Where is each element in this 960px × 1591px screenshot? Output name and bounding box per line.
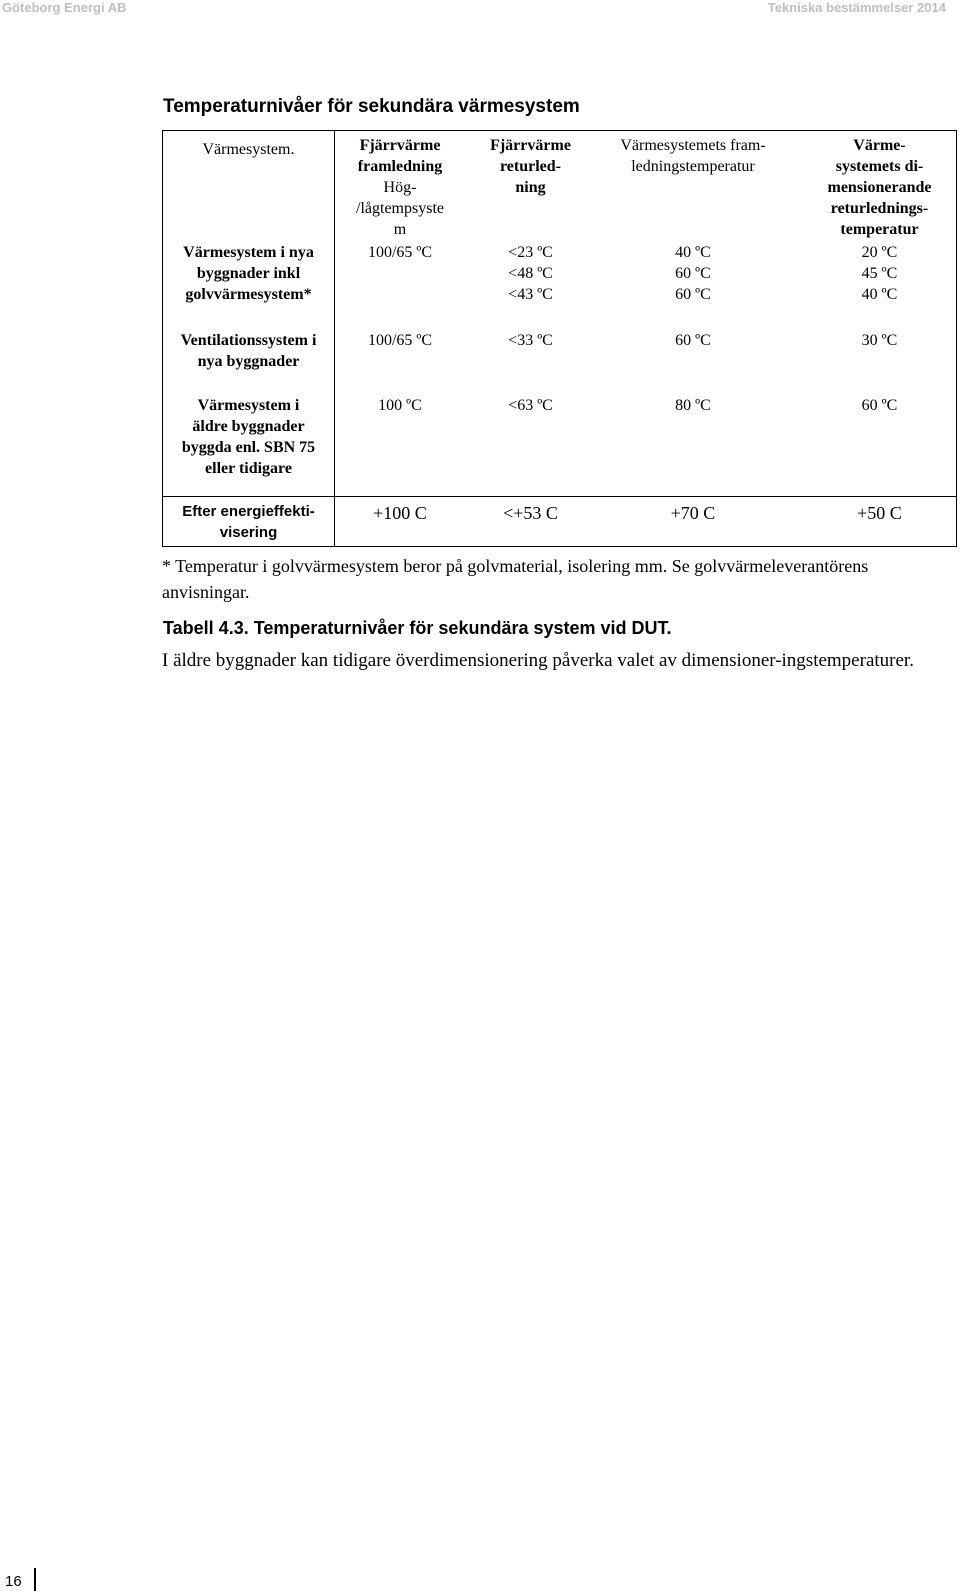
header-company: Göteborg Energi AB xyxy=(2,0,127,15)
row3-supply-temperature: 80 ºC xyxy=(675,397,711,414)
header-cell-supply: Fjärrvärme framledning Hög- /lågtempsyste m xyxy=(356,137,444,238)
temperature-table xyxy=(162,130,957,547)
row3-return: <63 ºC xyxy=(508,397,553,414)
header-cell-system: Värmesystem. xyxy=(202,141,295,158)
row-label-after-efficiency: Efter energieffekti- visering xyxy=(182,503,315,541)
row2-supply-temperature: 60 ºC xyxy=(675,332,711,349)
row1-return-temperature: 20 ºC 45 ºC 40 ºC xyxy=(861,244,898,303)
header-cell-return: Fjärrvärme returled- ning xyxy=(490,137,571,196)
table-column-divider xyxy=(334,131,335,546)
row4-supply: +100 C xyxy=(373,503,427,523)
row3-supply: 100 ºC xyxy=(378,397,422,414)
row4-return: <+53 C xyxy=(503,503,558,523)
header-cell-supply-temperature: Värmesystemets fram- ledningstemperatur xyxy=(620,137,766,175)
table-caption: Tabell 4.3. Temperaturnivåer för sekundära system vid DUT. xyxy=(163,618,672,638)
header-cell-return-temperature: Värme- systemets di- mensionerande returlednings- temperatur xyxy=(827,137,932,238)
row1-supply-temperature: 40 ºC 60 ºC 60 ºC xyxy=(675,244,711,303)
row2-return-temperature: 30 ºC xyxy=(861,332,898,349)
row2-supply: 100/65 ºC xyxy=(367,332,433,349)
page-number-divider xyxy=(34,1568,36,1591)
table-footnote: * Temperatur i golvvärmesystem beror på golvmaterial, isolering mm. Se golvvärmeleverantörens anvisningar. xyxy=(162,556,869,602)
row-label-older-buildings: Värmesystem i äldre byggnader byggda enl. SBN 75 eller tidigare xyxy=(181,397,316,477)
page-number: 16 xyxy=(5,1573,22,1590)
row4-return-temperature: +50 C xyxy=(857,503,902,523)
body-paragraph: I äldre byggnader kan tidigare överdimensionering påverka valet av dimensioner-ingstemperaturer. xyxy=(162,650,914,671)
row4-supply-temperature: +70 C xyxy=(670,503,716,523)
row1-supply: 100/65 ºC xyxy=(367,244,433,261)
header-document-title: Tekniska bestämmelser 2014 xyxy=(767,0,946,15)
table-divider xyxy=(163,496,956,497)
row1-return: <23 ºC <48 ºC <43 ºC xyxy=(508,244,553,303)
row-label-ventilation: Ventilationssystem i nya byggnader xyxy=(180,332,317,370)
row-label-new-buildings: Värmesystem i nya byggnader inkl golvvärmesystem* xyxy=(183,244,314,303)
row3-return-temperature: 60 ºC xyxy=(861,397,898,414)
row2-return: <33 ºC xyxy=(508,332,553,349)
section-heading: Temperaturnivåer för sekundära värmesystem xyxy=(163,96,580,117)
